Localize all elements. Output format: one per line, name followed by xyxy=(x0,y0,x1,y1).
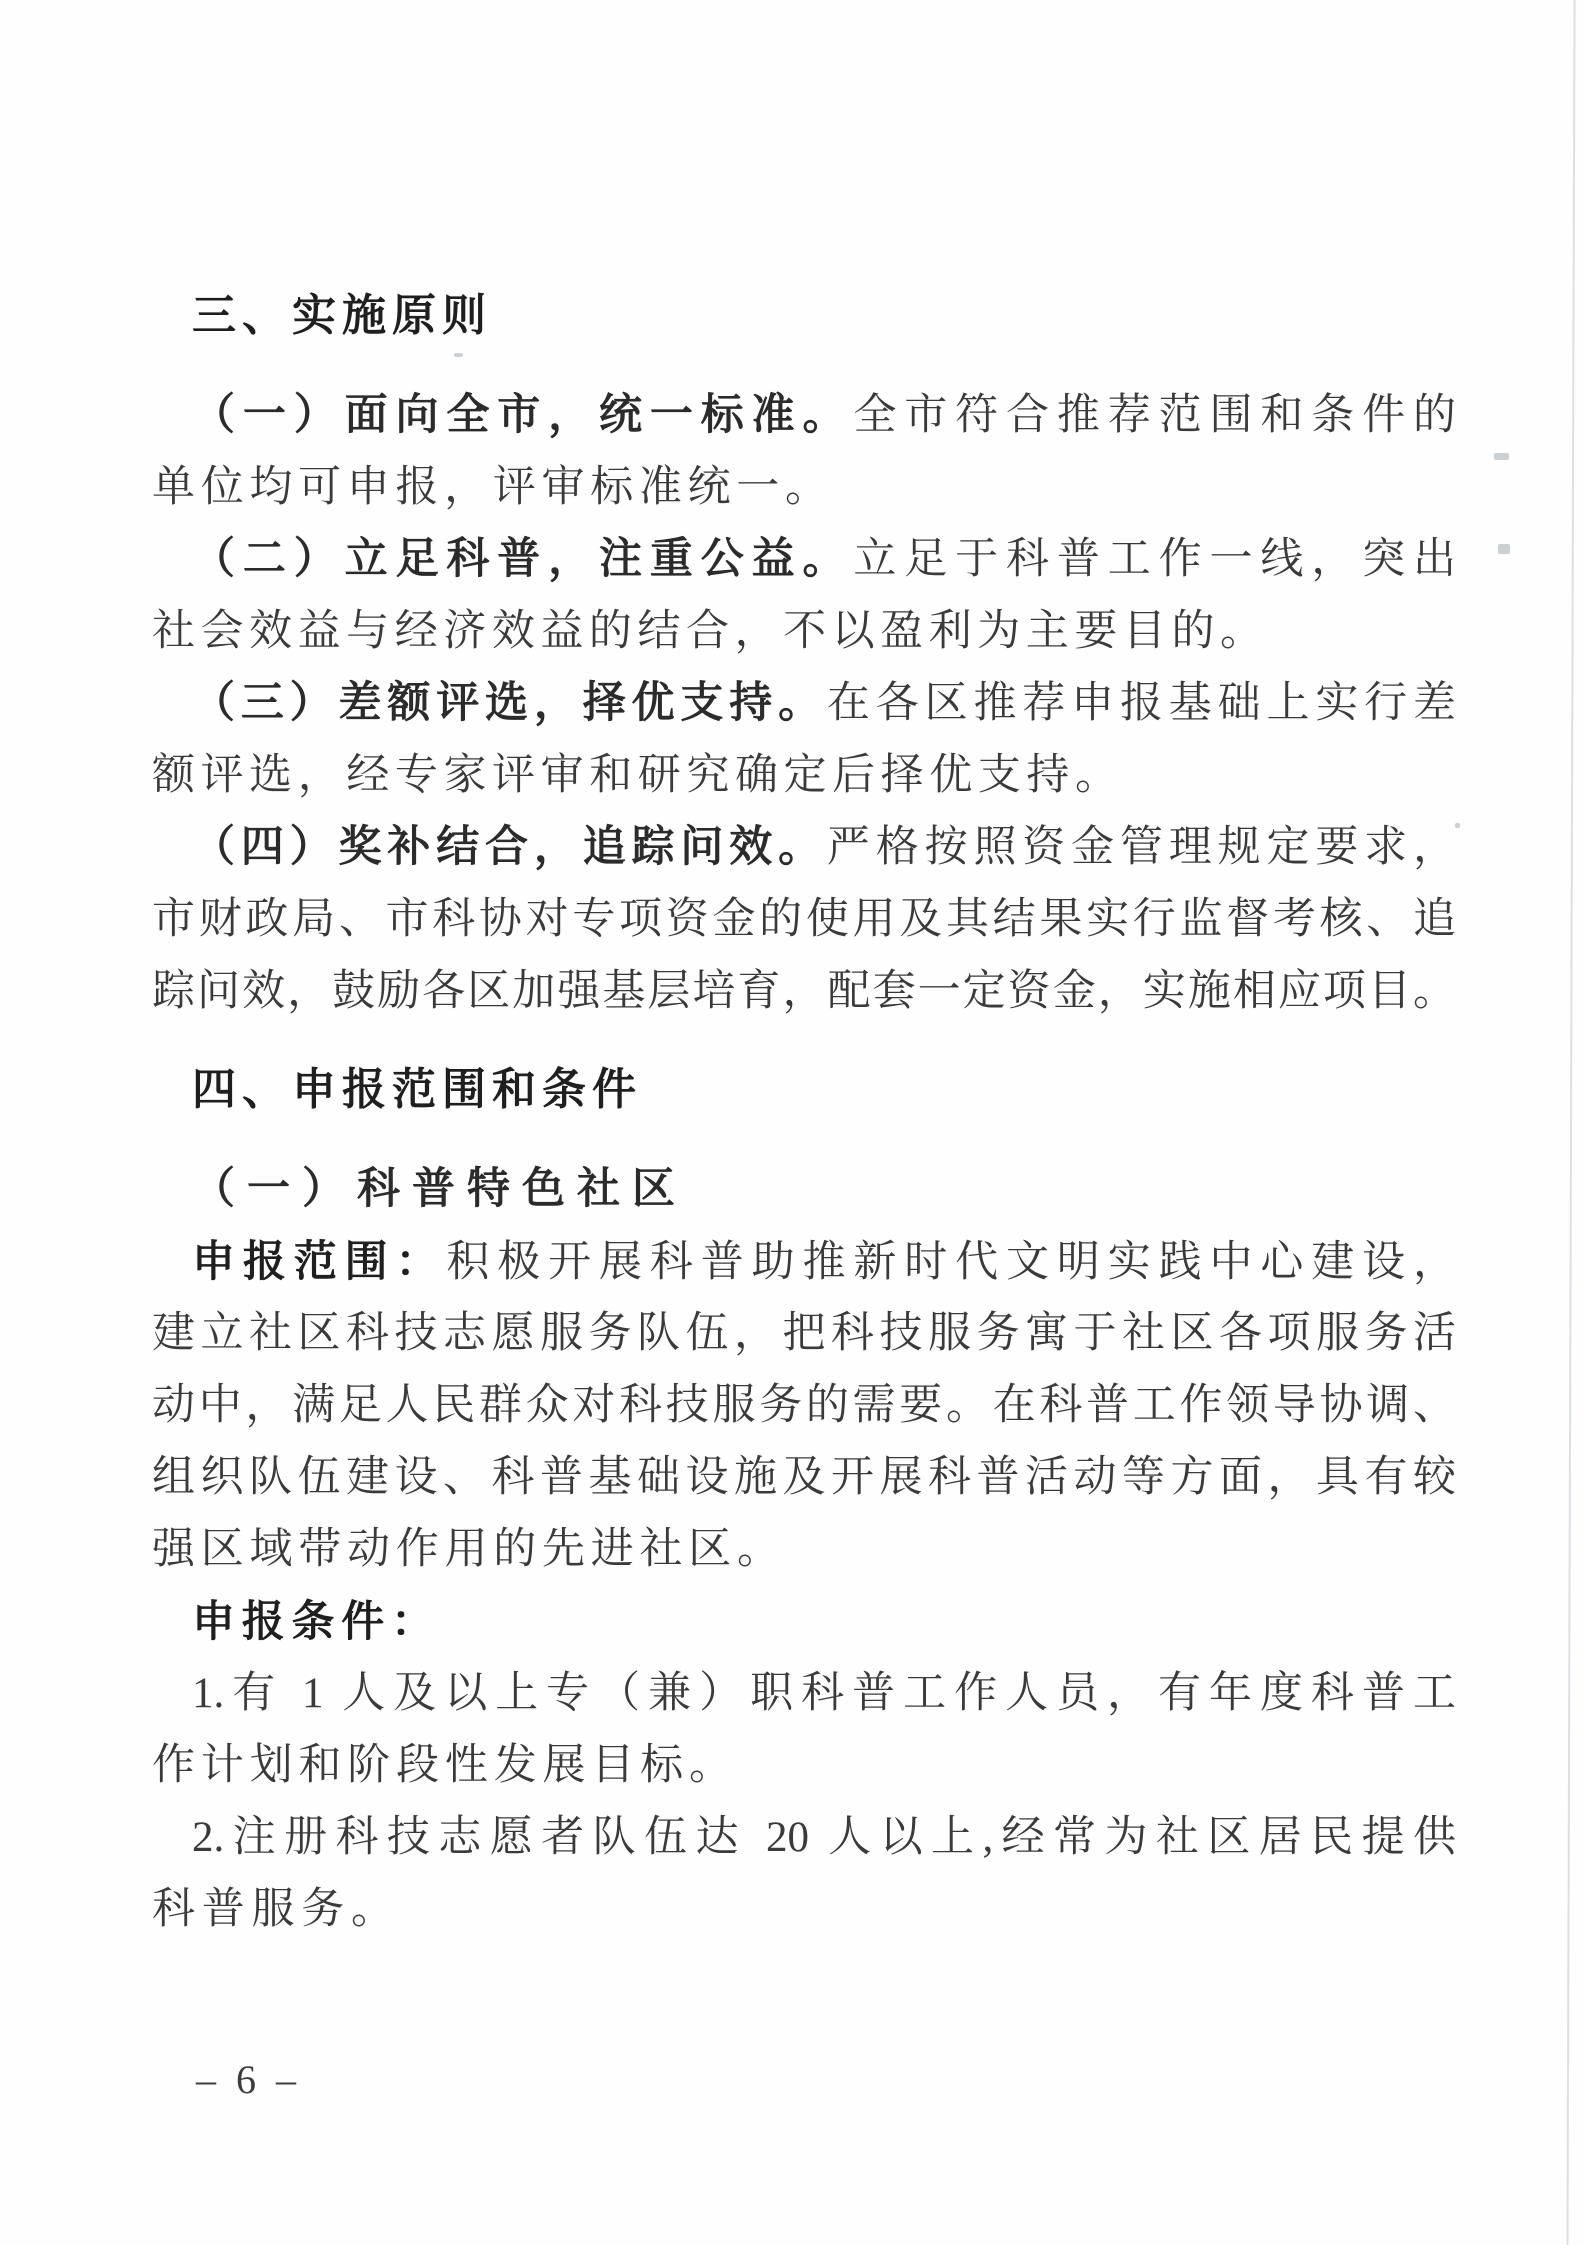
text-segment: 组织队伍建设、科普基础设施及开展科普活动等方面，具有较 xyxy=(152,1454,1456,1501)
text-line xyxy=(192,1586,434,1658)
text-line xyxy=(152,452,828,524)
section-heading xyxy=(192,254,1456,380)
scan-speck xyxy=(1494,453,1509,460)
text-segment: 2.注册科技志愿者队伍达 20 人以上,经常为社区居民提供 xyxy=(192,1814,1456,1861)
text-line xyxy=(192,812,1456,884)
text-segment: 在各区推荐申报基础上实行差 xyxy=(826,680,1457,727)
text-segment: 科普服务。 xyxy=(152,1886,394,1933)
text-line xyxy=(152,1730,732,1802)
text-segment: 强区域带动作用的先进社区。 xyxy=(152,1526,780,1573)
text-segment: 严格按照资金管理规定要求， xyxy=(826,824,1457,871)
text-line xyxy=(152,956,1456,1028)
text-segment: 作计划和阶段性发展目标。 xyxy=(152,1742,732,1789)
text-segment: （一）科普特色社区 xyxy=(192,1166,675,1213)
text-line xyxy=(192,1802,1456,1874)
text-line xyxy=(152,740,1118,812)
text-line xyxy=(152,1442,1456,1514)
text-line xyxy=(192,1226,1456,1298)
text-segment: （二）立足科普，注重公益。 xyxy=(192,536,854,583)
text-segment: 额评选，经专家评审和研究确定后择优支持。 xyxy=(152,752,1118,799)
text-segment: 立足于科普工作一线，突出 xyxy=(853,536,1456,583)
text-line xyxy=(152,1298,1456,1370)
text-segment: 踪问效，鼓励各区加强基层培育，配套一定资金，实施相应项目。 xyxy=(152,968,1456,1015)
text-line xyxy=(192,668,1456,740)
text-line xyxy=(152,1514,780,1586)
text-line xyxy=(152,884,1456,956)
text-segment: 申报范围： xyxy=(192,1238,447,1286)
text-segment: 市财政局、市科协对专项资金的使用及其结果实行监督考核、追 xyxy=(152,896,1456,943)
text-line xyxy=(192,524,1456,596)
text-segment: 申报条件： xyxy=(192,1598,434,1646)
text-segment: 社会效益与经济效益的结合，不以盈利为主要目的。 xyxy=(152,608,1263,655)
page-number: – 6 – xyxy=(196,2057,301,2102)
text-line xyxy=(192,1154,675,1226)
text-line xyxy=(152,1370,1456,1442)
text-segment: 积极开展科普助推新时代文明实践中心建设， xyxy=(446,1239,1456,1286)
text-segment: （四）奖补结合，追踪问效。 xyxy=(192,824,827,871)
text-line xyxy=(192,1658,1456,1730)
text-segment: 建立社区科技志愿服务队伍，把科技服务寓于社区各项服务活 xyxy=(152,1310,1456,1357)
text-segment: 1.有 1 人及以上专（兼）职科普工作人员，有年度科普工 xyxy=(192,1670,1456,1717)
text-segment: 三、实施原则 xyxy=(192,291,492,340)
text-segment: （一）面向全市，统一标准。 xyxy=(192,392,854,439)
scan-speck xyxy=(1498,544,1510,554)
text-line xyxy=(152,1874,394,1946)
text-segment: 单位均可申报，评审标准统一。 xyxy=(152,464,828,511)
section-heading xyxy=(192,1028,1456,1154)
text-segment: 动中，满足人民群众对科技服务的需要。在科普工作领导协调、 xyxy=(152,1382,1456,1429)
text-line xyxy=(192,380,1456,452)
text-segment: 四、申报范围和条件 xyxy=(192,1065,642,1114)
document-body xyxy=(152,254,1456,1946)
scan-artifact-edge-line xyxy=(1566,0,1575,2245)
text-segment: 全市符合推荐范围和条件的 xyxy=(853,392,1456,439)
text-line xyxy=(152,596,1263,668)
text-segment: （三）差额评选，择优支持。 xyxy=(192,680,827,727)
